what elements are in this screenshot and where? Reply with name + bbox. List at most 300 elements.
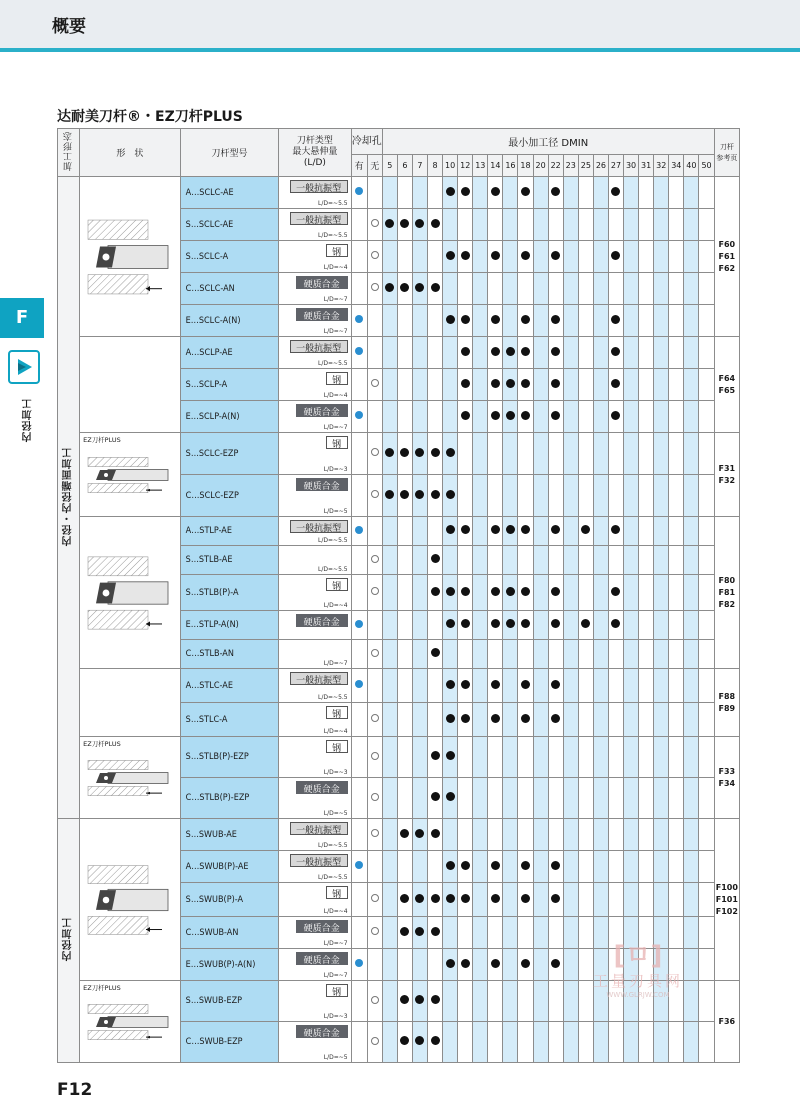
dmin-cell-26 [593, 241, 608, 273]
dmin-cell-16 [503, 337, 518, 369]
dmin-cell-20 [533, 337, 548, 369]
reference-page-link[interactable]: F33 [718, 766, 736, 776]
holder-model: A…STLC-AE [180, 669, 279, 703]
applicable-dot-icon [446, 251, 455, 260]
applicable-dot-icon [431, 751, 440, 760]
dmin-cell-16 [503, 851, 518, 883]
dmin-cell-8 [428, 981, 443, 1022]
dmin-cell-7 [412, 433, 427, 475]
holder-type-cell [279, 177, 351, 209]
reference-page-link[interactable]: F89 [718, 703, 736, 713]
dmin-cell-31 [639, 883, 654, 917]
dmin-cell-10 [443, 177, 458, 209]
reference-page-link[interactable]: F62 [718, 263, 736, 273]
holder-model: C…SWUB-EZP [180, 1022, 279, 1063]
holder-type-cell [279, 778, 351, 819]
no-coolant-ring-icon [371, 219, 379, 227]
dmin-cell-12 [458, 209, 473, 241]
dmin-cell-7 [412, 241, 427, 273]
dmin-cell-7 [412, 703, 427, 737]
applicable-dot-icon [551, 525, 560, 534]
holder-model: A…STLP-AE [180, 517, 279, 546]
dmin-cell-8 [428, 703, 443, 737]
dmin-cell-18 [518, 611, 533, 640]
dmin-cell-22 [548, 209, 563, 241]
dmin-cell-14 [488, 917, 503, 949]
dmin-cell-23 [563, 475, 578, 517]
dmin-cell-32 [654, 640, 669, 669]
dmin-cell-12 [458, 177, 473, 209]
dmin-cell-34 [669, 778, 684, 819]
dmin-cell-8 [428, 1022, 443, 1063]
holder-type-badge: 硬质合金 [296, 614, 348, 627]
dmin-cell-12 [458, 1022, 473, 1063]
dmin-cell-14 [488, 778, 503, 819]
max-overhang-ld: L/D=~5.5 [318, 200, 348, 207]
reference-page-link[interactable]: F61 [718, 251, 736, 261]
max-overhang-ld: L/D=~4 [323, 264, 348, 271]
dmin-cell-34 [669, 337, 684, 369]
dmin-cell-16 [503, 209, 518, 241]
reference-page-link[interactable]: F31 [718, 463, 736, 473]
dmin-cell-26 [593, 209, 608, 241]
coolant-hole-dot-icon [355, 526, 363, 534]
holder-type-cell [279, 475, 351, 517]
applicable-dot-icon [431, 1036, 440, 1045]
dmin-cell-34 [669, 575, 684, 611]
applicable-dot-icon [521, 959, 530, 968]
coolant-yes-cell [351, 433, 367, 475]
dmin-cell-30 [624, 703, 639, 737]
reference-page-link[interactable]: F34 [718, 778, 736, 788]
dmin-cell-23 [563, 517, 578, 546]
dmin-cell-30 [624, 305, 639, 337]
dmin-cell-30 [624, 369, 639, 401]
holder-type-cell [279, 575, 351, 611]
dmin-cell-26 [593, 703, 608, 737]
applicable-dot-icon [446, 861, 455, 870]
no-coolant-ring-icon [371, 714, 379, 722]
coolant-no-cell [367, 546, 382, 575]
dmin-cell-40 [684, 433, 699, 475]
dmin-cell-10 [443, 433, 458, 475]
dmin-cell-25 [578, 611, 593, 640]
dmin-cell-32 [654, 177, 669, 209]
reference-page-link[interactable]: F82 [718, 599, 736, 609]
reference-page-link[interactable]: F101 [715, 894, 738, 904]
dmin-cell-6 [397, 737, 412, 778]
dmin-cell-50 [699, 209, 714, 241]
reference-page-link[interactable]: F65 [718, 385, 736, 395]
coolant-no-cell [367, 433, 382, 475]
header-dmin-26: 26 [593, 155, 608, 177]
dmin-cell-20 [533, 851, 548, 883]
applicable-dot-icon [551, 187, 560, 196]
dmin-cell-6 [397, 475, 412, 517]
reference-page-link[interactable]: F81 [718, 587, 736, 597]
coolant-no-cell [367, 669, 382, 703]
dmin-cell-16 [503, 575, 518, 611]
dmin-cell-23 [563, 1022, 578, 1063]
applicable-dot-icon [611, 525, 620, 534]
dmin-cell-6 [397, 883, 412, 917]
applicable-dot-icon [431, 829, 440, 838]
reference-page-link[interactable]: F64 [718, 373, 736, 383]
reference-page-link[interactable]: F36 [718, 1016, 736, 1026]
dmin-cell-14 [488, 883, 503, 917]
dmin-cell-27 [608, 517, 623, 546]
dmin-cell-22 [548, 640, 563, 669]
holder-type-badge: 硬质合金 [296, 952, 348, 965]
dmin-cell-7 [412, 305, 427, 337]
dmin-cell-12 [458, 433, 473, 475]
header-coolant-no: 无 [367, 155, 382, 177]
reference-page-link[interactable]: F60 [718, 239, 736, 249]
holder-type-cell [279, 1022, 351, 1063]
dmin-cell-14 [488, 851, 503, 883]
dmin-cell-16 [503, 433, 518, 475]
dmin-cell-30 [624, 883, 639, 917]
dmin-cell-40 [684, 1022, 699, 1063]
dmin-cell-27 [608, 433, 623, 475]
dmin-cell-50 [699, 611, 714, 640]
dmin-cell-27 [608, 273, 623, 305]
holder-model: S…SWUB-EZP [180, 981, 279, 1022]
applicable-dot-icon [461, 587, 470, 596]
ez-holder-label: EZ刀杆PLUS [83, 984, 121, 992]
dmin-cell-32 [654, 611, 669, 640]
dmin-cell-14 [488, 475, 503, 517]
dmin-cell-14 [488, 305, 503, 337]
applicable-dot-icon [611, 315, 620, 324]
dmin-cell-10 [443, 369, 458, 401]
dmin-cell-22 [548, 819, 563, 851]
dmin-cell-10 [443, 401, 458, 433]
applicable-dot-icon [461, 525, 470, 534]
header-dmin-8: 8 [428, 155, 443, 177]
applicable-dot-icon [385, 448, 394, 457]
no-coolant-ring-icon [371, 379, 379, 387]
dmin-cell-25 [578, 737, 593, 778]
dmin-cell-13 [473, 737, 488, 778]
holder-type-cell [279, 433, 351, 475]
ez-holder-label: EZ刀杆PLUS [83, 740, 121, 748]
dmin-cell-18 [518, 778, 533, 819]
max-overhang-ld: L/D=~5 [323, 810, 348, 817]
holder-model: S…STLB(P)-A [180, 575, 279, 611]
dmin-cell-34 [669, 737, 684, 778]
no-coolant-ring-icon [371, 649, 379, 657]
dmin-cell-23 [563, 401, 578, 433]
coolant-yes-cell [351, 917, 367, 949]
dmin-cell-14 [488, 981, 503, 1022]
dmin-cell-10 [443, 209, 458, 241]
dmin-cell-31 [639, 209, 654, 241]
dmin-cell-12 [458, 369, 473, 401]
dmin-cell-31 [639, 517, 654, 546]
coolant-hole-dot-icon [355, 861, 363, 869]
applicable-dot-icon [551, 315, 560, 324]
dmin-cell-22 [548, 669, 563, 703]
no-coolant-ring-icon [371, 587, 379, 595]
applicable-dot-icon [491, 315, 500, 324]
dmin-cell-40 [684, 703, 699, 737]
applicable-dot-icon [461, 251, 470, 260]
applicable-dot-icon [415, 995, 424, 1004]
dmin-cell-14 [488, 640, 503, 669]
dmin-cell-12 [458, 669, 473, 703]
dmin-cell-50 [699, 640, 714, 669]
dmin-cell-10 [443, 778, 458, 819]
dmin-cell-5 [382, 369, 397, 401]
dmin-cell-22 [548, 305, 563, 337]
dmin-cell-34 [669, 369, 684, 401]
applicable-dot-icon [415, 829, 424, 838]
dmin-cell-26 [593, 819, 608, 851]
dmin-cell-31 [639, 851, 654, 883]
dmin-cell-25 [578, 177, 593, 209]
dmin-cell-23 [563, 611, 578, 640]
dmin-cell-50 [699, 778, 714, 819]
dmin-cell-27 [608, 851, 623, 883]
dmin-cell-10 [443, 475, 458, 517]
dmin-cell-50 [699, 883, 714, 917]
applicable-dot-icon [521, 619, 530, 628]
dmin-cell-18 [518, 546, 533, 575]
ez-holder-label: EZ刀杆PLUS [83, 436, 121, 444]
holder-model: C…SCLC-EZP [180, 475, 279, 517]
dmin-cell-26 [593, 1022, 608, 1063]
dmin-cell-12 [458, 703, 473, 737]
table-row[interactable] [58, 177, 740, 209]
table-row[interactable] [58, 337, 740, 369]
dmin-cell-8 [428, 177, 443, 209]
dmin-cell-27 [608, 703, 623, 737]
dmin-cell-40 [684, 669, 699, 703]
holder-type-badge: 一般抗振型 [290, 212, 348, 225]
dmin-cell-32 [654, 401, 669, 433]
coolant-no-cell [367, 640, 382, 669]
max-overhang-ld: L/D=~7 [323, 972, 348, 979]
max-overhang-ld: L/D=~5.5 [318, 842, 348, 849]
table-row[interactable] [58, 517, 740, 546]
holder-model: S…STLB-AE [180, 546, 279, 575]
holder-type-badge: 一般抗振型 [290, 520, 348, 533]
no-coolant-ring-icon [371, 927, 379, 935]
table-row[interactable] [58, 433, 740, 475]
dmin-cell-5 [382, 640, 397, 669]
dmin-cell-13 [473, 546, 488, 575]
applicable-dot-icon [431, 448, 440, 457]
applicable-dot-icon [491, 347, 500, 356]
applicable-dot-icon [551, 959, 560, 968]
coolant-yes-cell [351, 401, 367, 433]
dmin-cell-22 [548, 737, 563, 778]
applicable-dot-icon [491, 525, 500, 534]
holder-type-badge: 钢 [326, 436, 348, 449]
dmin-cell-20 [533, 1022, 548, 1063]
dmin-cell-30 [624, 401, 639, 433]
coolant-yes-cell [351, 475, 367, 517]
dmin-cell-8 [428, 241, 443, 273]
reference-page-link[interactable]: F88 [718, 691, 736, 701]
holder-type-cell [279, 273, 351, 305]
dmin-cell-34 [669, 851, 684, 883]
dmin-cell-8 [428, 273, 443, 305]
dmin-cell-31 [639, 337, 654, 369]
dmin-cell-13 [473, 949, 488, 981]
dmin-cell-34 [669, 475, 684, 517]
shape-illustration-cell [80, 433, 181, 517]
dmin-cell-16 [503, 640, 518, 669]
applicable-dot-icon [611, 347, 620, 356]
dmin-cell-13 [473, 575, 488, 611]
dmin-cell-10 [443, 981, 458, 1022]
dmin-cell-40 [684, 611, 699, 640]
dmin-cell-50 [699, 475, 714, 517]
holder-type-badge: 硬质合金 [296, 478, 348, 491]
dmin-cell-26 [593, 851, 608, 883]
dmin-cell-5 [382, 305, 397, 337]
dmin-cell-50 [699, 546, 714, 575]
dmin-cell-14 [488, 273, 503, 305]
dmin-cell-30 [624, 546, 639, 575]
max-overhang-ld: L/D=~3 [323, 466, 348, 473]
dmin-cell-16 [503, 778, 518, 819]
dmin-cell-18 [518, 305, 533, 337]
reference-page-link[interactable]: F32 [718, 475, 736, 485]
dmin-cell-10 [443, 737, 458, 778]
dmin-cell-18 [518, 273, 533, 305]
dmin-cell-20 [533, 640, 548, 669]
dmin-cell-5 [382, 949, 397, 981]
dmin-cell-34 [669, 703, 684, 737]
applicable-dot-icon [551, 619, 560, 628]
dmin-cell-40 [684, 273, 699, 305]
dmin-cell-8 [428, 475, 443, 517]
dmin-cell-50 [699, 851, 714, 883]
reference-page-link[interactable]: F80 [718, 575, 736, 585]
dmin-cell-31 [639, 575, 654, 611]
dmin-cell-27 [608, 241, 623, 273]
boring-bar-shape-icon [86, 757, 170, 799]
dmin-cell-32 [654, 819, 669, 851]
dmin-cell-32 [654, 209, 669, 241]
dmin-cell-20 [533, 949, 548, 981]
dmin-cell-13 [473, 640, 488, 669]
dmin-cell-26 [593, 305, 608, 337]
shape-illustration-cell [80, 819, 181, 981]
dmin-cell-5 [382, 177, 397, 209]
dmin-cell-27 [608, 819, 623, 851]
boring-bar-shape-icon [86, 213, 170, 301]
coolant-yes-cell [351, 241, 367, 273]
dmin-cell-31 [639, 273, 654, 305]
dmin-cell-6 [397, 546, 412, 575]
section-tab-f[interactable]: F [0, 298, 44, 338]
dmin-cell-30 [624, 337, 639, 369]
dmin-cell-22 [548, 273, 563, 305]
applicable-dot-icon [446, 490, 455, 499]
dmin-cell-16 [503, 475, 518, 517]
applicable-dot-icon [506, 347, 515, 356]
max-overhang-ld: L/D=~7 [323, 660, 348, 667]
dmin-cell-22 [548, 433, 563, 475]
dmin-cell-12 [458, 475, 473, 517]
dmin-cell-50 [699, 369, 714, 401]
applicable-dot-icon [551, 587, 560, 596]
dmin-cell-20 [533, 669, 548, 703]
dmin-cell-5 [382, 209, 397, 241]
dmin-cell-10 [443, 669, 458, 703]
dmin-cell-12 [458, 883, 473, 917]
coolant-no-cell [367, 737, 382, 778]
header-dmin-5: 5 [382, 155, 397, 177]
applicable-dot-icon [491, 187, 500, 196]
applicable-dot-icon [446, 714, 455, 723]
dmin-cell-8 [428, 401, 443, 433]
dmin-cell-31 [639, 640, 654, 669]
dmin-cell-32 [654, 305, 669, 337]
table-row[interactable] [58, 819, 740, 851]
dmin-cell-14 [488, 669, 503, 703]
dmin-cell-20 [533, 981, 548, 1022]
applicable-dot-icon [521, 187, 530, 196]
applicable-dot-icon [521, 680, 530, 689]
applicable-dot-icon [581, 619, 590, 628]
dmin-cell-18 [518, 337, 533, 369]
no-coolant-ring-icon [371, 752, 379, 760]
dmin-cell-14 [488, 433, 503, 475]
applicable-dot-icon [415, 490, 424, 499]
holder-model: A…SCLC-AE [180, 177, 279, 209]
reference-page-link[interactable]: F102 [715, 906, 738, 916]
header-type-line3: (L/D) [303, 158, 326, 168]
table-row[interactable] [58, 737, 740, 778]
coolant-yes-cell [351, 703, 367, 737]
dmin-cell-14 [488, 546, 503, 575]
dmin-cell-18 [518, 401, 533, 433]
coolant-yes-cell [351, 305, 367, 337]
holder-type-badge: 硬质合金 [296, 920, 348, 933]
holder-model: S…SCLC-EZP [180, 433, 279, 475]
applicable-dot-icon [461, 619, 470, 628]
dmin-cell-6 [397, 669, 412, 703]
dmin-cell-40 [684, 177, 699, 209]
coolant-hole-dot-icon [355, 620, 363, 628]
shape-illustration-cell [80, 981, 181, 1063]
dmin-cell-50 [699, 517, 714, 546]
page-header [0, 0, 800, 48]
shape-illustration-cell [80, 337, 181, 433]
dmin-cell-6 [397, 611, 412, 640]
dmin-cell-6 [397, 949, 412, 981]
coolant-no-cell [367, 241, 382, 273]
dmin-cell-6 [397, 575, 412, 611]
applicable-dot-icon [431, 894, 440, 903]
dmin-cell-50 [699, 737, 714, 778]
coolant-yes-cell [351, 669, 367, 703]
dmin-cell-31 [639, 778, 654, 819]
dmin-cell-16 [503, 241, 518, 273]
dmin-cell-32 [654, 1022, 669, 1063]
applicable-dot-icon [551, 894, 560, 903]
dmin-cell-50 [699, 241, 714, 273]
table-row[interactable] [58, 669, 740, 703]
max-overhang-ld: L/D=~5.5 [318, 360, 348, 367]
reference-page-link[interactable]: F100 [715, 882, 738, 892]
header-dmin-12: 12 [458, 155, 473, 177]
